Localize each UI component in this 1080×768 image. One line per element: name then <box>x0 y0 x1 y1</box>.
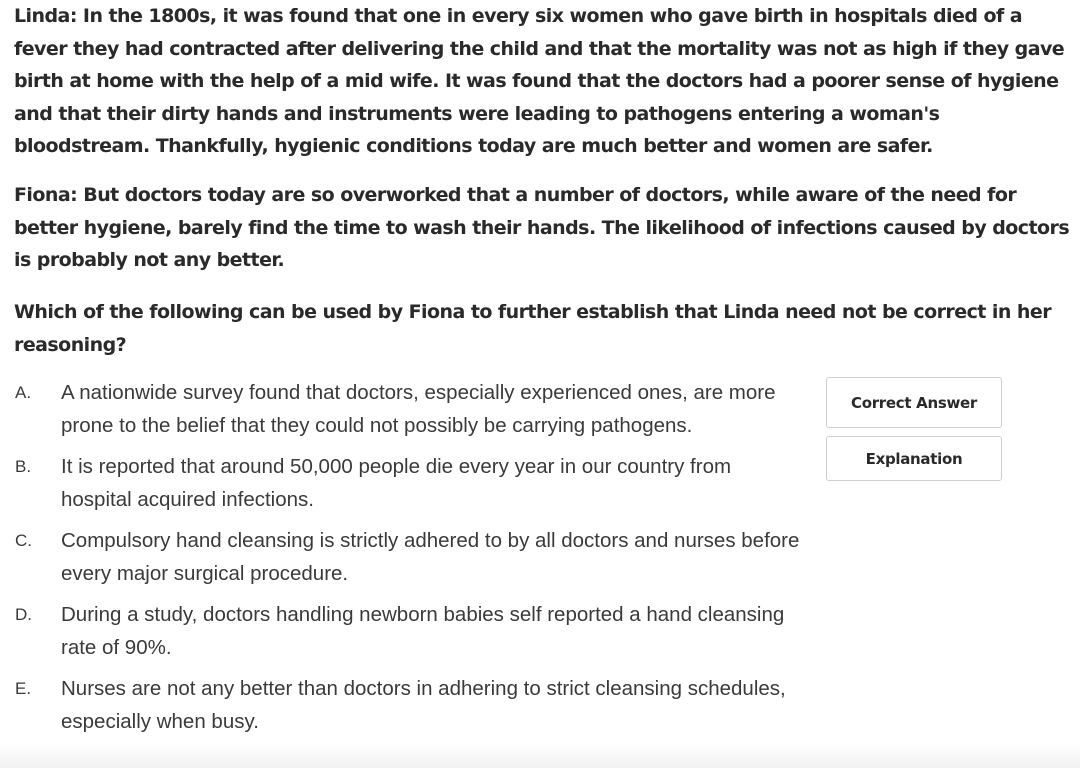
answer-options <box>14 377 804 747</box>
option-b[interactable] <box>14 451 804 516</box>
option-d[interactable] <box>14 599 804 664</box>
passage-fiona: Fiona: But doctors today are so overworked that a number of doctors, while aware of the need for better hygiene, barely find the time to wash their hands. The likelihood of infections caused by doctors is probably not any better. <box>14 184 1070 271</box>
option-text: A nationwide survey found that doctors, especially experienced ones, are more prone to the belief that they could not possibly be carrying pathogens. <box>61 381 776 437</box>
option-c[interactable] <box>14 525 804 590</box>
bottom-fade <box>0 744 1080 768</box>
option-text: Compulsory hand cleansing is strictly adhered to by all doctors and nurses before every major surgical procedure. <box>61 529 800 585</box>
explanation-button[interactable]: Explanation <box>826 436 1002 481</box>
option-text: During a study, doctors handling newborn babies self reported a hand cleansing rate of 90%. <box>61 603 785 659</box>
passage-linda: Linda: In the 1800s, it was found that one in every six women who gave birth in hospitals died of a fever they had contracted after delivering the child and that the mortality was not as high if they gave birth at home with the help of a mid wife. It was found that the doctors had a poorer sense of hygiene and that their dirty hands and instruments were leading to pathogens entering a woman's bloodstream. Thankfully, hygienic conditions today are much better and women are safer. <box>14 5 1065 157</box>
option-letter: B. <box>15 457 32 476</box>
option-letter: C. <box>15 531 32 550</box>
option-e[interactable] <box>14 673 804 738</box>
option-letter: D. <box>15 605 32 624</box>
correct-answer-button[interactable]: Correct Answer <box>826 377 1002 428</box>
option-text: It is reported that around 50,000 people die every year in our country from hospital acquired infections. <box>61 455 732 511</box>
option-letter: E. <box>15 679 32 698</box>
option-letter: A. <box>15 383 32 402</box>
option-a[interactable] <box>14 377 804 442</box>
question-stem: Which of the following can be used by Fiona to further establish that Linda need not be correct in her reasoning? <box>14 301 1052 356</box>
option-text: Nurses are not any better than doctors in adhering to strict cleansing schedules, especially when busy. <box>61 677 786 733</box>
